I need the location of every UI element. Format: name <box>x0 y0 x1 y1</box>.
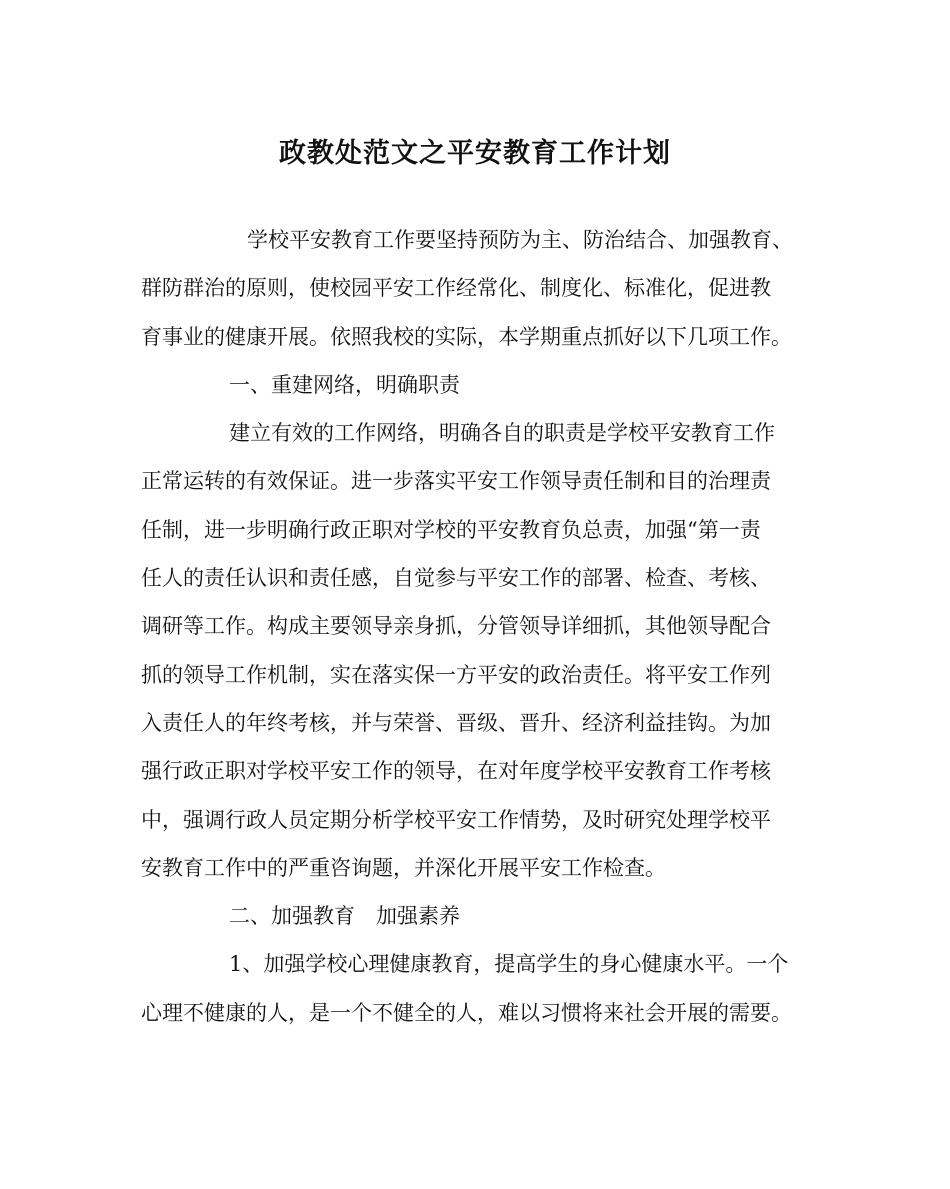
paragraph-line: 群防群治的原则，使校园平安工作经常化、制度化、标准化，促进教 <box>141 276 771 301</box>
paragraph-line: 育事业的健康开展。依照我校的实际，本学期重点抓好以下几项工作。 <box>141 324 792 349</box>
section-heading: 一、重建网络，明确职责 <box>229 372 460 397</box>
paragraph-line: 调研等工作。构成主要领导亲身抓，分管领导详细抓，其他领导配合 <box>141 614 771 639</box>
paragraph-line: 中，强调行政人员定期分析学校平安工作情势，及时研究处理学校平 <box>141 807 771 832</box>
document-body <box>141 216 809 1037</box>
paragraph-line: 安教育工作中的严重咨询题，并深化开展平安工作检查。 <box>141 855 666 880</box>
paragraph-line: 任制，进一步明确行政正职对学校的平安教育负总责，加强“第一责 <box>141 517 761 542</box>
paragraph-line: 学校平安教育工作要坚持预防为主、防治结合、加强教育、 <box>247 228 793 252</box>
paragraph-line: 强行政正职对学校平安工作的领导，在对年度学校平安教育工作考核 <box>141 759 771 784</box>
paragraph-line: 建立有效的工作网络，明确各自的职责是学校平安教育工作 <box>229 421 775 446</box>
section-heading: 二、加强教育 加强素养 <box>229 904 460 929</box>
paragraph-line: 抓的领导工作机制，实在落实保一方平安的政治责任。将平安工作列 <box>141 662 771 687</box>
paragraph-line: 心理不健康的人，是一个不健全的人，难以习惯将来社会开展的需要。 <box>141 1000 792 1025</box>
paragraph-line: 入责任人的年终考核，并与荣誉、晋级、晋升、经济利益挂钩。为加 <box>141 710 771 735</box>
paragraph-line: 任人的责任认识和责任感，自觉参与平安工作的部署、检查、考核、 <box>141 566 771 591</box>
document-title: 政教处范文之平安教育工作计划 <box>279 138 671 169</box>
paragraph-line: 1、加强学校心理健康教育，提高学生的身心健康水平。一个 <box>229 952 789 977</box>
paragraph-line: 正常运转的有效保证。进一步落实平安工作领导责任制和目的治理责 <box>141 469 771 494</box>
